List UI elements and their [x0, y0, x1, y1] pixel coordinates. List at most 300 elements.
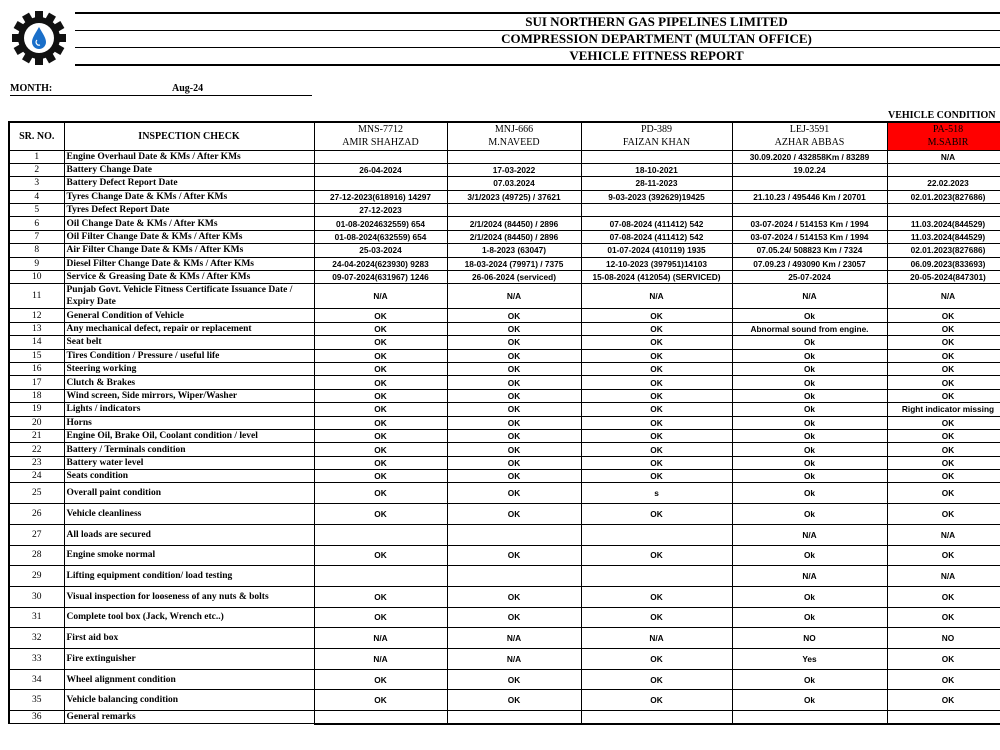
- inspection-value: OK: [887, 483, 1000, 504]
- inspection-check-label: Overall paint condition: [64, 483, 314, 504]
- inspection-value: 03-07-2024 / 514153 Km / 1994: [732, 217, 887, 230]
- inspection-check-label: General remarks: [64, 711, 314, 724]
- inspection-row: [9, 230, 1000, 243]
- inspection-check-label: Seat belt: [64, 336, 314, 349]
- inspection-value: 11.03.2024(844529): [887, 217, 1000, 230]
- inspection-row: [9, 648, 1000, 669]
- sr-number: 25: [9, 483, 64, 504]
- inspection-value: 1-8-2023 (63047): [447, 244, 581, 257]
- inspection-value: s: [581, 483, 732, 504]
- inspection-check-label: Lifting equipment condition/ load testing: [64, 566, 314, 587]
- inspection-value: 17-03-2022: [447, 163, 581, 176]
- inspection-value: OK: [447, 607, 581, 628]
- inspection-value: OK: [581, 362, 732, 375]
- inspection-value: OK: [887, 416, 1000, 429]
- inspection-row: [9, 483, 1000, 504]
- vehicle-reg: PD-389: [640, 124, 673, 136]
- inspection-row: [9, 566, 1000, 587]
- vehicle-column-header-highlighted: [887, 122, 1000, 150]
- inspection-value: 07.05.24/ 508823 Km / 7324: [732, 244, 887, 257]
- inspection-value: [887, 711, 1000, 724]
- header-rule: [75, 30, 1000, 31]
- inspection-value: OK: [887, 648, 1000, 669]
- inspection-value: [732, 711, 887, 724]
- inspection-value: 02.01.2023(827686): [887, 190, 1000, 203]
- inspection-value: 01-08-2024632559) 654: [314, 217, 447, 230]
- inspection-value: Ok: [732, 669, 887, 690]
- column-header-sr: SR. NO.: [9, 122, 64, 150]
- inspection-value: OK: [581, 504, 732, 525]
- inspection-value: OK: [581, 456, 732, 469]
- inspection-value: OK: [887, 389, 1000, 402]
- inspection-check-label: General Condition of Vehicle: [64, 309, 314, 322]
- inspection-value: Ok: [732, 429, 887, 442]
- vehicle-driver: AMIR SHAHZAD: [342, 137, 419, 149]
- company-logo: [11, 10, 67, 66]
- inspection-value: OK: [447, 336, 581, 349]
- inspection-check-label: Battery Change Date: [64, 163, 314, 176]
- inspection-value: OK: [581, 336, 732, 349]
- inspection-row: [9, 336, 1000, 349]
- inspection-value: Yes: [732, 648, 887, 669]
- inspection-value: OK: [447, 389, 581, 402]
- inspection-value: [314, 566, 447, 587]
- inspection-value: Ok: [732, 690, 887, 711]
- inspection-value: Ok: [732, 607, 887, 628]
- inspection-value: 07.03.2024: [447, 177, 581, 190]
- inspection-value: 06.09.2023(833693): [887, 257, 1000, 270]
- inspection-value: [887, 204, 1000, 217]
- inspection-value: Ok: [732, 416, 887, 429]
- inspection-value: OK: [314, 669, 447, 690]
- vehicle-reg: MNS-7712: [357, 124, 403, 136]
- inspection-value: OK: [447, 504, 581, 525]
- inspection-value: OK: [314, 607, 447, 628]
- inspection-value: OK: [887, 443, 1000, 456]
- inspection-value: 01-08-2024(632559) 654: [314, 230, 447, 243]
- header-row: [9, 122, 1000, 150]
- inspection-value: 07-08-2024 (411412) 542: [581, 230, 732, 243]
- inspection-row: [9, 416, 1000, 429]
- inspection-check-label: Battery Defect Report Date: [64, 177, 314, 190]
- inspection-row: [9, 362, 1000, 375]
- inspection-value: OK: [581, 322, 732, 335]
- company-name: SUI NORTHERN GAS PIPELINES LIMITED: [525, 14, 788, 29]
- vehicle-driver: AZHAR ABBAS: [774, 137, 845, 149]
- inspection-row: [9, 257, 1000, 270]
- month-value: Aug-24: [172, 83, 204, 94]
- sr-number: 3: [9, 177, 64, 190]
- inspection-value: OK: [447, 429, 581, 442]
- inspection-value: Ok: [732, 362, 887, 375]
- inspection-value: OK: [447, 443, 581, 456]
- inspection-value: Ok: [732, 470, 887, 483]
- inspection-value: Ok: [732, 586, 887, 607]
- sr-number: 6: [9, 217, 64, 230]
- inspection-value: [447, 524, 581, 545]
- inspection-value: OK: [314, 309, 447, 322]
- vehicle-condition-label: VEHICLE CONDITION: [888, 110, 996, 121]
- inspection-value: N/A: [887, 150, 1000, 163]
- inspection-check-label: Wheel alignment condition: [64, 669, 314, 690]
- sr-number: 27: [9, 524, 64, 545]
- inspection-value: OK: [314, 586, 447, 607]
- inspection-value: N/A: [732, 566, 887, 587]
- inspection-value: 21.10.23 / 495446 Km / 20701: [732, 190, 887, 203]
- inspection-value: OK: [314, 470, 447, 483]
- inspection-check-label: All loads are secured: [64, 524, 314, 545]
- inspection-value: OK: [314, 403, 447, 416]
- inspection-row: [9, 284, 1000, 309]
- inspection-value: 09-07-2024(631967) 1246: [314, 271, 447, 284]
- inspection-value: 12-10-2023 (397951)14103: [581, 257, 732, 270]
- inspection-value: [887, 163, 1000, 176]
- inspection-row: [9, 470, 1000, 483]
- inspection-check-label: Oil Change Date & KMs / After KMs: [64, 217, 314, 230]
- inspection-row: [9, 322, 1000, 335]
- inspection-value: OK: [581, 349, 732, 362]
- sr-number: 26: [9, 504, 64, 525]
- inspection-value: OK: [314, 362, 447, 375]
- inspection-value: N/A: [447, 628, 581, 649]
- inspection-value: [581, 524, 732, 545]
- sr-number: 24: [9, 470, 64, 483]
- inspection-value: OK: [447, 456, 581, 469]
- department-name: COMPRESSION DEPARTMENT (MULTAN OFFICE): [501, 31, 812, 46]
- vehicle-column-header: [314, 122, 447, 150]
- inspection-value: OK: [581, 586, 732, 607]
- inspection-check-label: Steering working: [64, 362, 314, 375]
- inspection-row: [9, 628, 1000, 649]
- inspection-value: [581, 150, 732, 163]
- inspection-check-label: Vehicle cleanliness: [64, 504, 314, 525]
- inspection-row: [9, 349, 1000, 362]
- inspection-check-label: Complete tool box (Jack, Wrench etc..): [64, 607, 314, 628]
- header-rule-bottom: [75, 64, 1000, 66]
- inspection-value: [314, 711, 447, 724]
- inspection-check-label: Lights / indicators: [64, 403, 314, 416]
- sr-number: 22: [9, 443, 64, 456]
- inspection-value: OK: [887, 504, 1000, 525]
- inspection-check-label: Visual inspection for looseness of any nuts & bolts: [64, 586, 314, 607]
- sr-number: 32: [9, 628, 64, 649]
- vehicle-column-header: [732, 122, 887, 150]
- inspection-row: [9, 669, 1000, 690]
- inspection-value: OK: [314, 483, 447, 504]
- inspection-value: 3/1/2023 (49725) / 37621: [447, 190, 581, 203]
- sr-number: 21: [9, 429, 64, 442]
- inspection-row: [9, 204, 1000, 217]
- inspection-check-label: Punjab Govt. Vehicle Fitness Certificate Issuance Date / Expiry Date: [64, 284, 314, 309]
- inspection-value: OK: [314, 545, 447, 566]
- vehicle-reg: PA-518: [932, 124, 964, 136]
- sr-number: 30: [9, 586, 64, 607]
- inspection-value: OK: [581, 545, 732, 566]
- inspection-row: [9, 429, 1000, 442]
- inspection-value: [581, 566, 732, 587]
- inspection-value: OK: [581, 416, 732, 429]
- inspection-value: Ok: [732, 504, 887, 525]
- inspection-value: OK: [581, 429, 732, 442]
- inspection-check-label: Tires Condition / Pressure / useful life: [64, 349, 314, 362]
- inspection-row: [9, 271, 1000, 284]
- inspection-value: OK: [447, 362, 581, 375]
- inspection-value: OK: [887, 669, 1000, 690]
- inspection-value: OK: [447, 690, 581, 711]
- sr-number: 19: [9, 403, 64, 416]
- inspection-value: OK: [581, 607, 732, 628]
- inspection-value: 26-06-2024 (serviced): [447, 271, 581, 284]
- sr-number: 10: [9, 271, 64, 284]
- inspection-row: [9, 163, 1000, 176]
- inspection-value: OK: [887, 456, 1000, 469]
- sr-number: 14: [9, 336, 64, 349]
- inspection-value: OK: [887, 322, 1000, 335]
- inspection-value: OK: [314, 429, 447, 442]
- inspection-value: OK: [314, 504, 447, 525]
- inspection-value: OK: [447, 309, 581, 322]
- inspection-value: Ok: [732, 349, 887, 362]
- sr-number: 16: [9, 362, 64, 375]
- sr-number: 15: [9, 349, 64, 362]
- inspection-value: 19.02.24: [732, 163, 887, 176]
- inspection-check-label: Horns: [64, 416, 314, 429]
- inspection-value: OK: [887, 607, 1000, 628]
- inspection-value: OK: [314, 322, 447, 335]
- inspection-row: [9, 545, 1000, 566]
- inspection-value: N/A: [732, 524, 887, 545]
- sr-number: 36: [9, 711, 64, 724]
- vehicle-driver: M.SABIR: [927, 137, 969, 149]
- inspection-value: 27-12-2023(618916) 14297: [314, 190, 447, 203]
- inspection-value: OK: [887, 336, 1000, 349]
- sr-number: 4: [9, 190, 64, 203]
- inspection-value: 25-07-2024: [732, 271, 887, 284]
- inspection-value: Ok: [732, 336, 887, 349]
- inspection-row: [9, 403, 1000, 416]
- sr-number: 33: [9, 648, 64, 669]
- sr-number: 17: [9, 376, 64, 389]
- inspection-value: Ok: [732, 403, 887, 416]
- inspection-check-label: Air Filter Change Date & KMs / After KMs: [64, 244, 314, 257]
- inspection-value: Ok: [732, 483, 887, 504]
- inspection-row: [9, 190, 1000, 203]
- inspection-row: [9, 456, 1000, 469]
- inspection-value: [732, 177, 887, 190]
- header-rule-top: [75, 12, 1000, 14]
- sr-number: 34: [9, 669, 64, 690]
- inspection-value: N/A: [581, 284, 732, 309]
- inspection-value: OK: [447, 376, 581, 389]
- sr-number: 28: [9, 545, 64, 566]
- sr-number: 8: [9, 244, 64, 257]
- inspection-check-label: Seats condition: [64, 470, 314, 483]
- inspection-check-label: Engine Oil, Brake Oil, Coolant condition / level: [64, 429, 314, 442]
- sr-number: 20: [9, 416, 64, 429]
- inspection-value: OK: [314, 443, 447, 456]
- inspection-value: 24-04-2024(623930) 9283: [314, 257, 447, 270]
- inspection-value: OK: [314, 349, 447, 362]
- inspection-row: [9, 376, 1000, 389]
- inspection-check-label: Oil Filter Change Date & KMs / After KMs: [64, 230, 314, 243]
- inspection-value: OK: [314, 456, 447, 469]
- inspection-value: NO: [887, 628, 1000, 649]
- inspection-value: [447, 150, 581, 163]
- inspection-value: 11.03.2024(844529): [887, 230, 1000, 243]
- inspection-value: N/A: [314, 628, 447, 649]
- inspection-value: OK: [887, 349, 1000, 362]
- inspection-value: 26-04-2024: [314, 163, 447, 176]
- inspection-value: OK: [447, 470, 581, 483]
- inspection-value: 20-05-2024(847301): [887, 271, 1000, 284]
- inspection-value: 22.02.2023: [887, 177, 1000, 190]
- inspection-value: OK: [581, 376, 732, 389]
- inspection-value: OK: [887, 690, 1000, 711]
- inspection-check-label: Any mechanical defect, repair or replacement: [64, 322, 314, 335]
- inspection-check-label: Clutch & Brakes: [64, 376, 314, 389]
- inspection-value: Ok: [732, 376, 887, 389]
- inspection-value: 2/1/2024 (84450) / 2896: [447, 230, 581, 243]
- inspection-value: N/A: [581, 628, 732, 649]
- inspection-check-label: Engine smoke normal: [64, 545, 314, 566]
- inspection-value: [581, 204, 732, 217]
- sr-number: 12: [9, 309, 64, 322]
- inspection-value: OK: [581, 648, 732, 669]
- inspection-value: OK: [581, 443, 732, 456]
- inspection-check-label: Tyres Change Date & KMs / After KMs: [64, 190, 314, 203]
- inspection-row: [9, 690, 1000, 711]
- inspection-value: 18-10-2021: [581, 163, 732, 176]
- inspection-check-label: First aid box: [64, 628, 314, 649]
- inspection-value: OK: [447, 586, 581, 607]
- month-label: MONTH:: [10, 83, 53, 94]
- sr-number: 2: [9, 163, 64, 176]
- header-rule: [75, 47, 1000, 48]
- vehicle-column-header: [447, 122, 581, 150]
- inspection-value: [447, 711, 581, 724]
- inspection-value: OK: [887, 362, 1000, 375]
- inspection-value: [732, 204, 887, 217]
- vehicle-driver: FAIZAN KHAN: [622, 137, 691, 149]
- inspection-value: 02.01.2023(827686): [887, 244, 1000, 257]
- inspection-value: Ok: [732, 545, 887, 566]
- inspection-row: [9, 524, 1000, 545]
- inspection-value: OK: [887, 376, 1000, 389]
- sr-number: 7: [9, 230, 64, 243]
- inspection-check-label: Engine Overhaul Date & KMs / After KMs: [64, 150, 314, 163]
- report-title: VEHICLE FITNESS REPORT: [569, 48, 744, 63]
- inspection-value: OK: [447, 669, 581, 690]
- inspection-row: [9, 504, 1000, 525]
- fitness-report-table: [8, 121, 1000, 725]
- inspection-value: 28-11-2023: [581, 177, 732, 190]
- inspection-value: OK: [887, 429, 1000, 442]
- inspection-value: 03-07-2024 / 514153 Km / 1994: [732, 230, 887, 243]
- vehicle-column-header: [581, 122, 732, 150]
- sr-number: 18: [9, 389, 64, 402]
- inspection-value: 30.09.2020 / 432858Km / 83289: [732, 150, 887, 163]
- inspection-check-label: Battery / Terminals condition: [64, 443, 314, 456]
- inspection-check-label: Fire extinguisher: [64, 648, 314, 669]
- inspection-row: [9, 150, 1000, 163]
- inspection-value: N/A: [447, 648, 581, 669]
- inspection-value: OK: [887, 470, 1000, 483]
- inspection-value: [314, 150, 447, 163]
- sr-number: 11: [9, 284, 64, 309]
- month-underline: [10, 95, 312, 96]
- inspection-value: OK: [447, 545, 581, 566]
- inspection-check-label: Wind screen, Side mirrors, Wiper/Washer: [64, 389, 314, 402]
- inspection-row: [9, 244, 1000, 257]
- vehicle-driver: M.NAVEED: [488, 137, 540, 149]
- inspection-value: [314, 177, 447, 190]
- inspection-value: 27-12-2023: [314, 204, 447, 217]
- vehicle-reg: LEJ-3591: [789, 124, 830, 136]
- inspection-value: OK: [581, 669, 732, 690]
- vehicle-reg: MNJ-666: [494, 124, 534, 136]
- inspection-value: NO: [732, 628, 887, 649]
- inspection-value: 18-03-2024 (79971) / 7375: [447, 257, 581, 270]
- inspection-value: OK: [581, 309, 732, 322]
- inspection-value: OK: [581, 389, 732, 402]
- sr-number: 31: [9, 607, 64, 628]
- inspection-row: [9, 443, 1000, 456]
- inspection-row: [9, 586, 1000, 607]
- inspection-value: N/A: [732, 284, 887, 309]
- inspection-check-label: Diesel Filter Change Date & KMs / After KMs: [64, 257, 314, 270]
- inspection-check-label: Vehicle balancing condition: [64, 690, 314, 711]
- inspection-value: 07.09.23 / 493090 Km / 23057: [732, 257, 887, 270]
- inspection-row: [9, 217, 1000, 230]
- sr-number: 29: [9, 566, 64, 587]
- sr-number: 1: [9, 150, 64, 163]
- inspection-value: OK: [447, 403, 581, 416]
- inspection-row: [9, 177, 1000, 190]
- inspection-value: Abnormal sound from engine.: [732, 322, 887, 335]
- inspection-value: OK: [314, 336, 447, 349]
- inspection-value: N/A: [314, 284, 447, 309]
- column-header-check: INSPECTION CHECK: [64, 122, 314, 150]
- inspection-value: N/A: [447, 284, 581, 309]
- inspection-value: 07-08-2024 (411412) 542: [581, 217, 732, 230]
- inspection-value: OK: [447, 483, 581, 504]
- sr-number: 23: [9, 456, 64, 469]
- inspection-value: Right indicator missing: [887, 403, 1000, 416]
- inspection-value: Ok: [732, 309, 887, 322]
- inspection-value: OK: [581, 470, 732, 483]
- inspection-row: [9, 389, 1000, 402]
- inspection-value: [314, 524, 447, 545]
- sr-number: 13: [9, 322, 64, 335]
- inspection-check-label: Tyres Defect Report Date: [64, 204, 314, 217]
- inspection-value: OK: [581, 403, 732, 416]
- inspection-value: N/A: [887, 524, 1000, 545]
- inspection-row: [9, 309, 1000, 322]
- inspection-value: 01-07-2024 (410119) 1935: [581, 244, 732, 257]
- inspection-value: Ok: [732, 443, 887, 456]
- inspection-value: [581, 711, 732, 724]
- inspection-value: [447, 566, 581, 587]
- inspection-value: 9-03-2023 (392629)19425: [581, 190, 732, 203]
- inspection-value: 15-08-2024 (412054) (SERVICED): [581, 271, 732, 284]
- sr-number: 9: [9, 257, 64, 270]
- inspection-check-label: Battery water level: [64, 456, 314, 469]
- inspection-value: [447, 204, 581, 217]
- inspection-value: N/A: [887, 566, 1000, 587]
- inspection-value: OK: [447, 349, 581, 362]
- sr-number: 35: [9, 690, 64, 711]
- inspection-value: N/A: [887, 284, 1000, 309]
